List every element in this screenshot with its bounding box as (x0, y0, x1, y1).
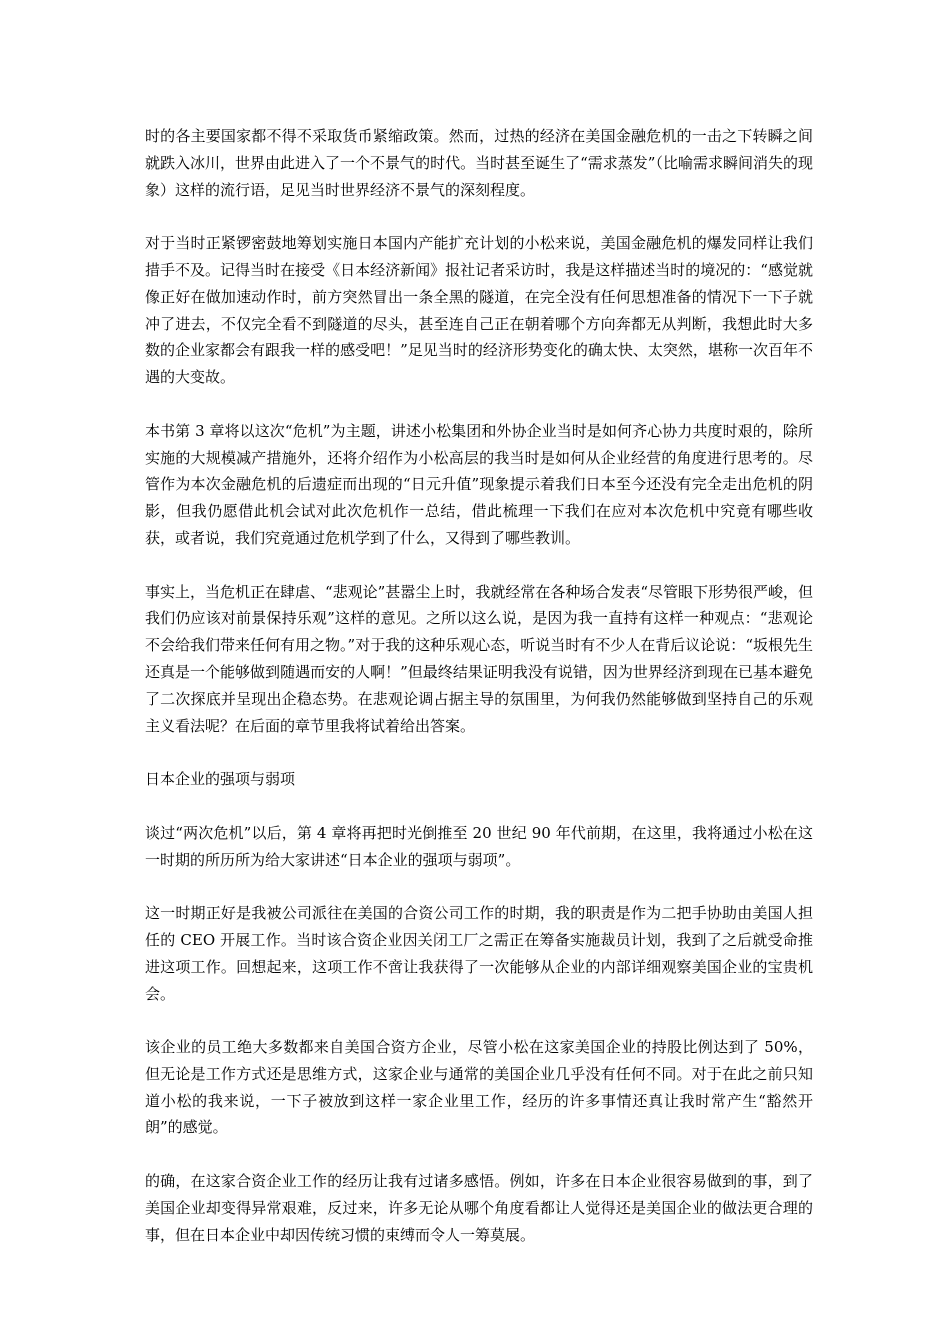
section-heading: 日本企业的强项与弱项 (145, 770, 296, 789)
paragraph-2: 对于当时正紧锣密鼓地筹划实施日本国内产能扩充计划的小松来说，美国金融危机的爆发同样让我们措手不及。记得当时在接受《日本经济新闻》报社记者采访时，我是这样描述当时的境况的：“感觉就像正好在做加速动作时，前方突然冒出一条全黑的隧道，在完全没有任何思想准备的情况下一下子就冲了进去，不仅完全看不到隧道的尽头，甚至连自己正在朝着哪个方向奔都无从判断，我想此时大多数的企业家都会有跟我一样的感受吧！”足见当时的经济形势变化的确太快、太突然，堪称一次百年不遇的大变故。 (145, 234, 813, 387)
paragraph-3: 本书第 3 章将以这次“危机”为主题，讲述小松集团和外协企业当时是如何齐心协力共度时艰的，除所实施的大规模减产措施外，还将介绍作为小松高层的我当时是如何从企业经营的角度进行思考的。尽管作为本次金融危机的后遗症而出现的“日元升值”现象提示着我们日本至今还没有完全走出危机的阴影，但我仍愿借此机会试对此次危机作一总结，借此梳理一下我们在应对本次危机中究竟有哪些收获，或者说，我们究竟通过危机学到了什么，又得到了哪些教训。 (145, 421, 813, 547)
paragraph-5: 谈过“两次危机”以后，第 4 章将再把时光倒推至 20 世纪 90 年代前期，在这里，我将通过小松在这一时期的所历所为给大家讲述“日本企业的强项与弱项”。 (145, 823, 813, 869)
document-body (145, 123, 813, 1275)
paragraph-6: 这一时期正好是我被公司派往在美国的合资公司工作的时期，我的职责是作为二把手协助由美国人担任的 CEO 开展工作。当时该合资企业因关闭工厂之需正在筹备实施裁员计划，我到了之后就受命推进这项工作。回想起来，这项工作不啻让我获得了一次能够从企业的内部详细观察美国企业的宝贵机会。 (145, 904, 813, 1003)
paragraph-7: 该企业的员工绝大多数都来自美国合资方企业，尽管小松在这家美国企业的持股比例达到了 50%，但无论是工作方式还是思维方式，这家企业与通常的美国企业几乎没有任何不同。对于在此之前只知道小松的我来说，一下子被放到这样一家企业里工作，经历的许多事情还真让我时常产生“豁然开朗”的感觉。 (145, 1038, 813, 1137)
paragraph-4: 事实上，当危机正在肆虐、“悲观论”甚嚣尘上时，我就经常在各种场合发表“尽管眼下形势很严峻，但我们仍应该对前景保持乐观”这样的意见。之所以这么说，是因为我一直持有这样一种观点：“悲观论不会给我们带来任何有用之物。”对于我的这种乐观心态，听说当时有不少人在背后议论说：“坂根先生还真是一个能够做到随遇而安的人啊！”但最终结果证明我没有说错，因为世界经济到现在已基本避免了二次探底并呈现出企稳态势。在悲观论调占据主导的氛围里，为何我仍然能够做到坚持自己的乐观主义看法呢？在后面的章节里我将试着给出答案。 (145, 582, 814, 735)
paragraph-1: 时的各主要国家都不得不采取货币紧缩政策。然而，过热的经济在美国金融危机的一击之下转瞬之间就跌入冰川，世界由此进入了一个不景气的时代。当时甚至诞生了“需求蒸发”（比喻需求瞬间消失的现象）这样的流行语，足见当时世界经济不景气的深刻程度。 (145, 127, 813, 199)
paragraph-8: 的确，在这家合资企业工作的经历让我有过诸多感悟。例如，许多在日本企业很容易做到的事，到了美国企业却变得异常艰难，反过来，许多无论从哪个角度看都让人觉得还是美国企业的做法更合理的事，但在日本企业中却因传统习惯的束缚而令人一筹莫展。 (145, 1172, 813, 1244)
